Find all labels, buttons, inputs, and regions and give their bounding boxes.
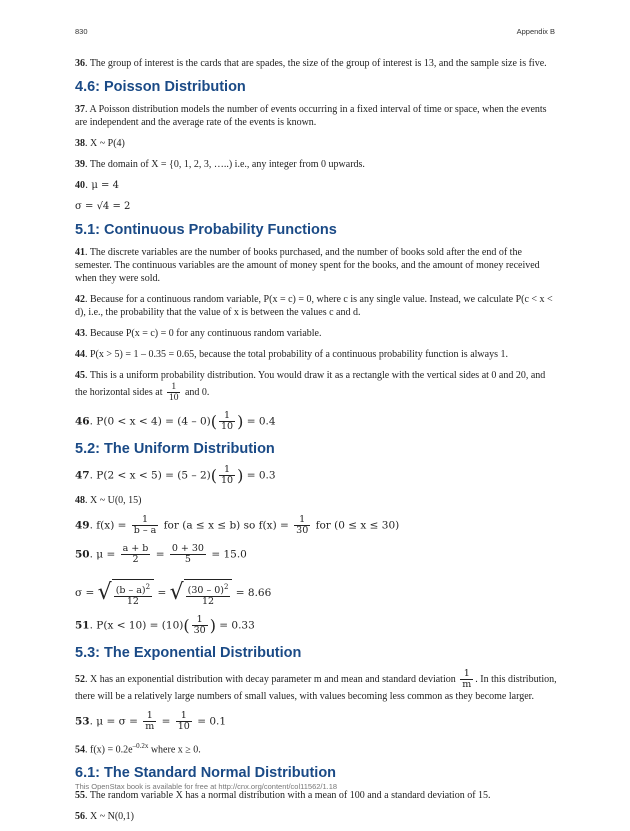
page-number: 830 [75,27,88,36]
answer-41: 41. The discrete variables are the number of books purchased, and the number of books sold after the end of the semester. The continuous variables are the amount of money spent for the books, and the amount of money received when they were sold. [75,247,540,284]
running-header: Appendix B [516,27,555,36]
answer-50: 50. μ = $\frac{a + b}{2}$ = $\frac{0 + 30}{5}$ = 15.0 [75,543,247,565]
answer-52: 52. X has an exponential distribution with decay parameter m and mean and standard deviation $\frac{1}{m}$ . In this distribution, there will be a relatively large numbers of small values, with values becoming less common as they become larger. [75,668,557,703]
answer-42: 42. Because for a continuous random variable, P(x = c) = 0, where c is any single value. Instead, we calculate P(c < x < d), i.e., the probability that the value of x is between the values c and d. [75,294,553,318]
answer-37: 37. A Poisson distribution models the number of events occurring in a fixed interval of time or space, when the events are independent and the average rate of the events is known. [75,104,547,128]
answer-36: 36. The group of interest is the cards that are spades, the size of the group of interest is 13, and the sample size is five. [75,58,547,69]
answer-50-sigma: σ = √ $\frac{(b - a)^2}{12}$ = √ $\frac{(30 - 0)^2}{12}$ = 8.66 [75,580,272,608]
section-heading-6-1: 6.1: The Standard Normal Distribution [75,765,337,782]
section-heading-5-3: 5.3: The Exponential Distribution [75,645,302,662]
section-heading-4-6: 4.6: Poisson Distribution [75,79,246,95]
answer-40-sigma: σ = √4 = 2 [75,201,131,212]
answer-43: 43. Because P(x = c) = 0 for any continuous random variable. [75,328,322,339]
answer-47: 47. P(2 < x < 5) = (5 – 2)( $\frac{1}{10}$ ) = 0.3 [75,464,276,486]
fraction-1-10: $\frac{1}{10}$ [168,382,179,403]
answer-39: 39. The domain of X = {0, 1, 2, 3, …..) i.e., any integer from 0 upwards. [75,159,365,170]
answer-53: 53. μ = σ = $\frac{1}{m}$ = $\frac{1}{10}$ = 0.1 [75,710,227,733]
answer-38: 38. X ~ P(4) [75,138,125,149]
answer-55: 55. The random variable X has a normal distribution with a mean of 100 and a standard deviation of 15. [75,790,491,802]
answer-40: 40. μ = 4 [75,180,119,191]
answer-54: 54. $f(x) = 0.2e^{-0.2x}$ where x ≥ 0. [75,742,201,756]
answer-51: 51. P(x < 10) = (10)( $\frac{1}{30}$ ) = 0.33 [75,614,255,637]
answer-49: 49. f(x) = $\frac{1}{b - a}$ for (a ≤ x ≤ b) so f(x) = $\frac{1}{30}$ for (0 ≤ x ≤ 30) [75,514,400,536]
answer-46: 46. P(0 < x < 4) = (4 – 0)( $\frac{1}{10}$ ) = 0.4 [75,410,276,432]
section-heading-5-1: 5.1: Continuous Probability Functions [75,222,337,238]
answer-45: 45. This is a uniform probability distribution. You would draw it as a rectangle with the vertical sides at 0 and 20, and the horizontal sides at $\frac{1}{10}$ and 0. [75,370,546,403]
footer-link-text: This OpenStax book is available for free at http://cnx.org/content/col11562/1.18 [75,782,338,791]
answer-56: 56. X ~ N(0,1) [75,811,135,823]
answer-content [75,57,557,831]
answer-44: 44. P(x > 5) = 1 – 0.35 = 0.65, because the total probability of a continuous probability function is always 1. [75,349,508,360]
section-heading-5-2: 5.2: The Uniform Distribution [75,441,275,457]
answer-48: 48. X ~ U(0, 15) [75,495,142,506]
